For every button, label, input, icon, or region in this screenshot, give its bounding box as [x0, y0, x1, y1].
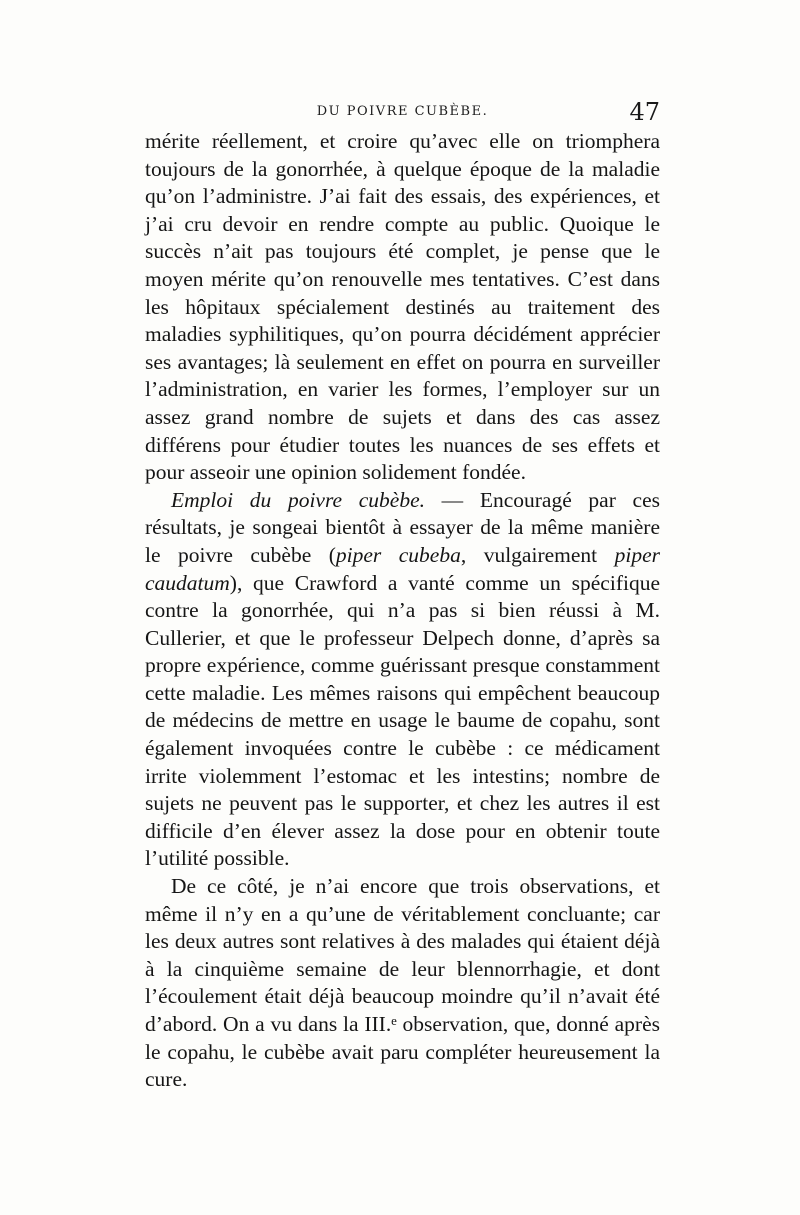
running-head: DU POIVRE CUBÈBE. — [316, 104, 489, 119]
page-header — [145, 98, 660, 126]
body-text — [145, 128, 660, 1094]
paragraph-2 — [145, 487, 660, 873]
paragraph-2-text-b: , vulgairement — [460, 542, 615, 567]
paragraph-1: mérite réellement, et croire qu’avec elle on triomphera toujours de la gonorrhée, à quelque époque de la maladie qu’on l’administre. J’ai fait des essais, des expériences, et j’ai cru devoir en rendre compte au public. Quoique le succès n’ait pas toujours été complet, je pense que le moyen mérite qu’on renouvelle mes tentatives. C’est dans les hôpitaux spécialement destinés au traitement des maladies syphilitiques, qu’on pourra décidément apprécier ses avantages; là seulement en effet on pourra en surveiller l’administration, en varier les formes, l’employer sur un assez grand nombre de sujets et dans des cas assez différens pour étudier toutes les nuances de ses effets et pour asseoir une opinion solidement fondée. — [145, 129, 660, 485]
italic-term-piper-caudatum: piper caudatum — [145, 542, 661, 595]
paragraph-3: De ce côté, je n’ai encore que trois observations, et même il n’y en a qu’une de véritablement concluante; car les deux autres sont relatives à des malades qui étaient déjà à la cinquième semaine de leur blennorrhagie, et dont l’écoulement était déjà beaucoup moindre qu’il n’avait été d’abord. On a vu dans la III.ᵉ observation, que, donné après le copahu, le cubèbe avait paru compléter heureusement la cure. — [145, 874, 660, 1092]
paragraph-2-text-c: ), que Crawford a vanté comme un spécifique contre la gonorrhée, qui n’a pas si bien réussi à M. Cullerier, et que le professeur Delpech donne, d’après sa propre expérience, comme guérissant presque constamment cette maladie. Les mêmes raisons qui empêchent beaucoup de médecins de mettre en usage le baume de copahu, sont également invoquées contre le cubèbe : ce médicament irrite violemment l’estomac et les intestins; nombre de sujets ne peuvent pas le supporter, et chez les autres il est difficile d’en élever assez la dose pour en obtenir toute l’utilité possible. — [145, 570, 660, 871]
italic-term-piper-cubeba: piper cubeba — [335, 542, 461, 567]
page-number: 47 — [629, 98, 660, 126]
paragraph-2-text-a: — Encouragé par ces résultats, je songeai bientôt à essayer de la même manière le poivre cubèbe ( — [145, 487, 660, 567]
section-heading: Emploi du poivre cubèbe. — [171, 487, 425, 512]
